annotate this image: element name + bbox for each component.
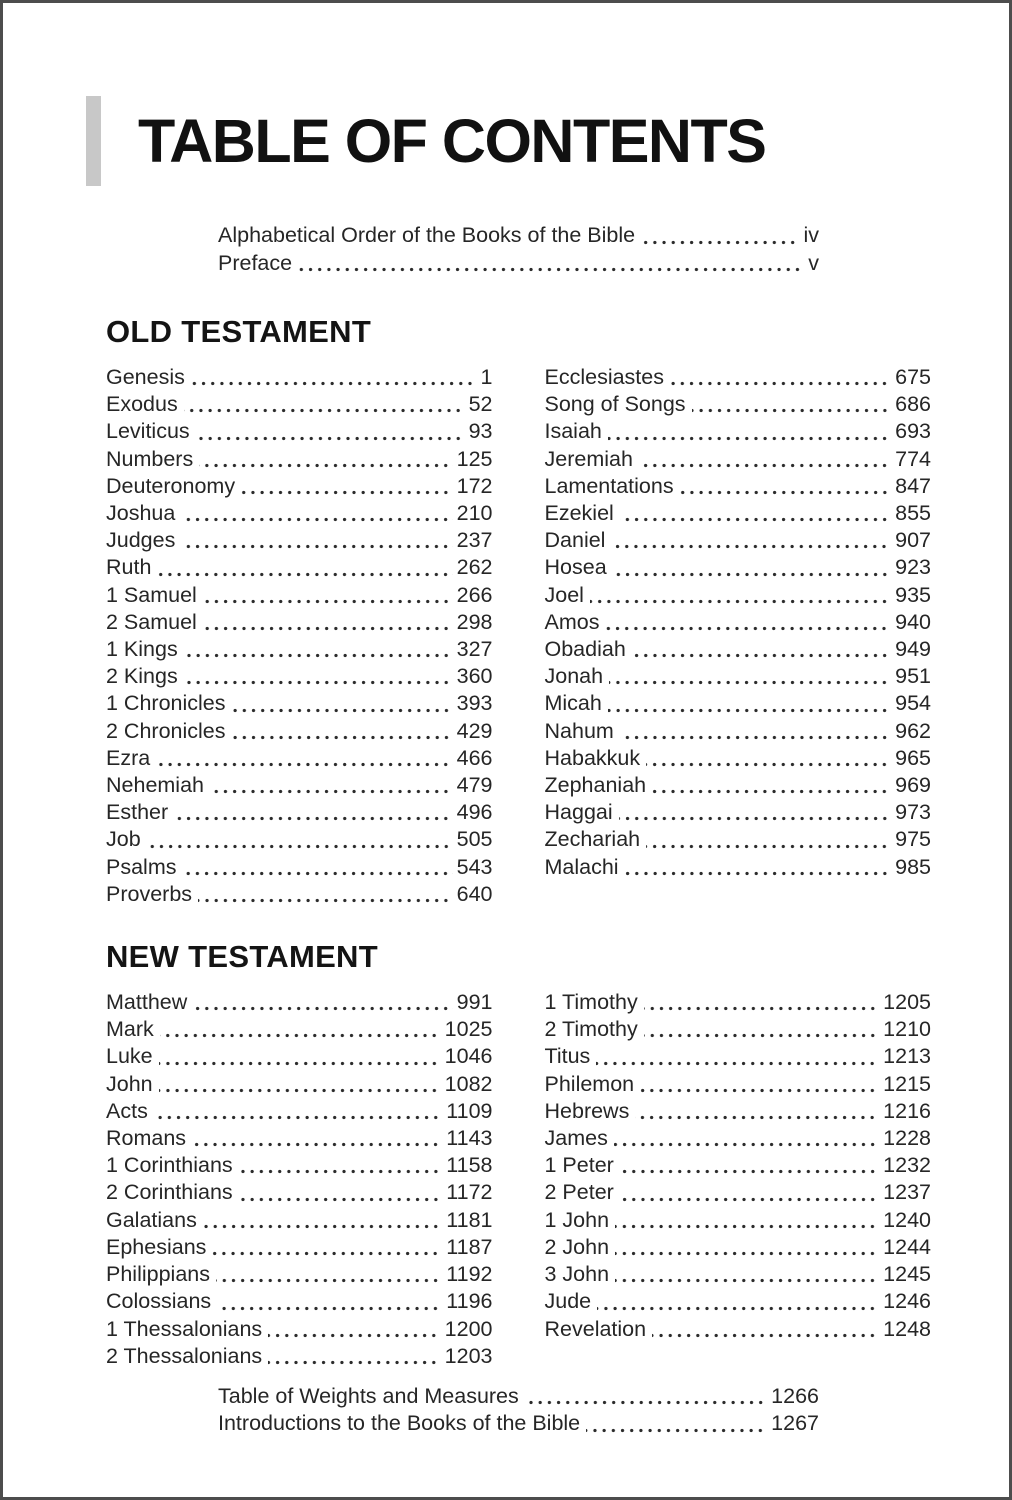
leader-dots [586, 1428, 767, 1433]
toc-entry [545, 1316, 932, 1343]
toc-entry [545, 418, 932, 445]
toc-entry-label: Lamentations [544, 473, 674, 498]
toc-entry-label: Titus [544, 1044, 591, 1069]
toc-entry-label: James [544, 1126, 608, 1151]
leader-dots [596, 1061, 879, 1066]
toc-entry-label: Ephesians [106, 1234, 207, 1259]
title-accent-bar [86, 96, 101, 186]
toc-entry-label: Ezra [106, 745, 151, 770]
toc-entry-page: 93 [468, 419, 493, 444]
toc-entry [545, 989, 932, 1016]
toc-entry-label: Romans [106, 1126, 187, 1151]
toc-entry-label: Table of Weights and Measures [218, 1383, 519, 1408]
leader-dots [196, 436, 465, 441]
toc-entry-label: Nahum [544, 718, 614, 743]
toc-entry-label: 2 Timothy [544, 1017, 638, 1042]
toc-entry-page: 1210 [883, 1017, 931, 1042]
leader-dots [641, 240, 799, 245]
toc-entry [106, 418, 493, 445]
toc-entry [106, 745, 493, 772]
leader-dots [184, 408, 465, 413]
leader-dots [203, 626, 453, 631]
toc-entry-page: 1196 [446, 1289, 493, 1314]
toc-entry [218, 1410, 819, 1438]
toc-entry-page: 125 [456, 446, 493, 471]
toc-entry [106, 799, 493, 826]
leader-dots [216, 1278, 442, 1283]
old-testament-column-2 [545, 364, 932, 908]
toc-entry-label: 2 Peter [544, 1180, 614, 1205]
leader-dots [635, 1115, 879, 1120]
title-row [86, 96, 929, 186]
toc-entry-page: 1025 [444, 1017, 493, 1042]
toc-entry-page: 1158 [446, 1153, 493, 1178]
toc-entry-page: 1237 [883, 1180, 931, 1205]
leader-dots [597, 1306, 879, 1311]
toc-entry-label: Zephaniah [544, 773, 647, 798]
leader-dots [615, 1224, 879, 1229]
toc-entry-label: Exodus [106, 392, 178, 417]
leader-dots [212, 1251, 442, 1256]
toc-entry-page: 1245 [883, 1262, 931, 1287]
toc-entry-page: 266 [456, 582, 493, 607]
leader-dots [625, 871, 892, 876]
toc-entry-page: 965 [895, 745, 931, 770]
toc-entry-page: 298 [456, 609, 493, 634]
toc-entry-label: Job [106, 827, 141, 852]
leader-dots [632, 653, 891, 658]
toc-entry-page: 973 [895, 800, 931, 825]
toc-entry [106, 1071, 493, 1098]
toc-entry-label: Colossians [106, 1289, 212, 1314]
toc-entry [545, 745, 932, 772]
toc-entry-page: 1046 [444, 1044, 493, 1069]
toc-entry-page: 237 [456, 528, 493, 553]
toc-entry-page: 774 [895, 446, 931, 471]
toc-entry-page: 1109 [446, 1098, 493, 1123]
old-testament-column-1 [106, 364, 493, 908]
leader-dots [184, 680, 453, 685]
toc-entry-page: 505 [456, 827, 493, 852]
toc-entry-label: 1 John [544, 1207, 610, 1232]
toc-entry-label: Obadiah [544, 637, 626, 662]
toc-entry-page: 393 [456, 691, 493, 716]
toc-entry-page: 640 [456, 881, 493, 906]
leader-dots [181, 517, 452, 522]
toc-entry-page: 985 [895, 854, 931, 879]
toc-entry [106, 1316, 493, 1343]
front-matter-list [218, 222, 819, 277]
leader-dots [232, 708, 453, 713]
leader-dots [652, 1333, 879, 1338]
toc-entry-label: Acts [106, 1098, 148, 1123]
toc-entry [106, 1288, 493, 1315]
toc-entry [545, 1152, 932, 1179]
toc-entry-page: 962 [895, 718, 931, 743]
leader-dots [644, 1033, 879, 1038]
toc-entry-page: 907 [895, 528, 931, 553]
toc-entry [106, 391, 493, 418]
leader-dots [154, 1115, 442, 1120]
toc-entry [218, 250, 819, 278]
toc-entry-label: Joel [544, 582, 584, 607]
toc-entry-label: Deuteronomy [106, 473, 236, 498]
toc-entry-page: 1267 [771, 1411, 819, 1436]
toc-entry-label: Daniel [544, 528, 606, 553]
toc-entry-label: Luke [106, 1044, 153, 1069]
toc-entry-page: 429 [456, 718, 493, 743]
toc-entry-label: Mark [106, 1017, 154, 1042]
toc-entry-page: 1205 [883, 990, 931, 1015]
toc-entry-page: 975 [895, 827, 931, 852]
leader-dots [646, 844, 891, 849]
leader-dots [620, 1197, 879, 1202]
new-testament-columns [106, 989, 931, 1370]
leader-dots [644, 1006, 879, 1011]
toc-entry-label: Alphabetical Order of the Books of the Bible [218, 223, 636, 247]
toc-entry-label: Jeremiah [544, 446, 633, 471]
toc-entry [106, 690, 493, 717]
leader-dots [615, 1278, 879, 1283]
toc-entry-page: 52 [468, 392, 493, 417]
toc-entry-page: 693 [895, 419, 931, 444]
toc-entry [545, 554, 932, 581]
toc-entry-page: 172 [456, 473, 493, 498]
toc-entry [106, 364, 493, 391]
toc-entry-label: 2 Chronicles [106, 718, 226, 743]
toc-entry [106, 554, 493, 581]
toc-entry-label: Song of Songs [544, 392, 686, 417]
section-heading-old-testament: OLD TESTAMENT [106, 314, 372, 349]
toc-entry-label: Leviticus [106, 419, 190, 444]
leader-dots [609, 680, 891, 685]
leader-dots [184, 653, 453, 658]
leader-dots [210, 789, 453, 794]
toc-entry-label: Preface [218, 250, 293, 275]
leader-dots [193, 1006, 452, 1011]
toc-entry [106, 609, 493, 636]
toc-entry [545, 1071, 932, 1098]
leader-dots [608, 436, 891, 441]
toc-entry-page: 1181 [446, 1207, 493, 1232]
toc-entry-page: 940 [895, 609, 931, 634]
toc-entry-label: 1 Samuel [106, 582, 197, 607]
toc-entry-label: Amos [544, 609, 600, 634]
leader-dots [525, 1400, 767, 1405]
leader-dots [159, 1088, 441, 1093]
leader-dots [156, 762, 452, 767]
toc-entry-label: Nehemiah [106, 773, 204, 798]
leader-dots [239, 1169, 443, 1174]
toc-entry-label: 1 Thessalonians [106, 1316, 263, 1341]
leader-dots [619, 816, 891, 821]
toc-entry-page: 1240 [883, 1207, 931, 1232]
leader-dots [611, 544, 891, 549]
new-testament-column-2 [545, 989, 932, 1370]
toc-entry [106, 1343, 493, 1370]
toc-entry-page: iv [803, 223, 819, 247]
toc-entry [106, 1261, 493, 1288]
toc-entry-page: 1143 [446, 1126, 493, 1151]
leader-dots [239, 1197, 443, 1202]
toc-entry-label: 1 Kings [106, 637, 178, 662]
toc-entry-page: 543 [456, 854, 493, 879]
toc-entry-page: 1266 [771, 1383, 819, 1408]
toc-entry [545, 663, 932, 690]
toc-entry [545, 1125, 932, 1152]
toc-entry [545, 1098, 932, 1125]
leader-dots [203, 599, 453, 604]
toc-entry [545, 854, 932, 881]
toc-entry [106, 989, 493, 1016]
toc-entry [106, 1043, 493, 1070]
toc-entry-label: 1 Peter [544, 1153, 614, 1178]
leader-dots [652, 789, 891, 794]
toc-entry-page: 855 [895, 501, 931, 526]
toc-entry [545, 690, 932, 717]
toc-entry-label: Ecclesiastes [544, 365, 664, 389]
toc-entry [106, 446, 493, 473]
toc-entry-page: 1216 [883, 1098, 931, 1123]
toc-entry [545, 1261, 932, 1288]
toc-entry [545, 1207, 932, 1234]
leader-dots [692, 408, 892, 413]
toc-entry [545, 826, 932, 853]
toc-entry [545, 772, 932, 799]
toc-entry-page: 1192 [446, 1262, 493, 1287]
toc-entry-label: Esther [106, 800, 169, 825]
toc-entry-page: 954 [895, 691, 931, 716]
toc-entry-page: 675 [895, 365, 931, 389]
toc-entry-page: 1248 [883, 1316, 931, 1341]
toc-entry-label: 1 Timothy [544, 990, 638, 1015]
leader-dots [232, 735, 453, 740]
toc-entry-page: 686 [895, 392, 931, 417]
toc-entry [545, 1043, 932, 1070]
toc-entry-label: Galatians [106, 1207, 197, 1232]
toc-entry [545, 609, 932, 636]
toc-entry-page: 1215 [883, 1071, 931, 1096]
toc-entry-label: Habakkuk [544, 745, 641, 770]
old-testament-columns [106, 364, 931, 908]
leader-dots [670, 381, 891, 386]
toc-entry-label: 2 John [544, 1234, 610, 1259]
toc-entry-label: Introductions to the Books of the Bible [218, 1411, 581, 1436]
leader-dots [613, 572, 891, 577]
toc-entry-label: Numbers [106, 446, 194, 471]
toc-entry [106, 1207, 493, 1234]
toc-entry-page: 1 [480, 365, 493, 389]
toc-entry-page: 1172 [446, 1180, 493, 1205]
leader-dots [639, 463, 891, 468]
leader-dots [268, 1333, 440, 1338]
toc-entry-label: Jonah [544, 664, 604, 689]
leader-dots [191, 381, 477, 386]
toc-entry-label: Micah [544, 691, 602, 716]
toc-entry-page: 466 [456, 745, 493, 770]
toc-entry-label: Haggai [544, 800, 613, 825]
toc-entry [106, 881, 493, 908]
leader-dots [590, 599, 891, 604]
toc-entry-page: 969 [895, 773, 931, 798]
toc-entry-page: 1203 [444, 1343, 493, 1368]
toc-entry-label: Jude [544, 1289, 592, 1314]
leader-dots [620, 735, 891, 740]
toc-entry-label: Psalms [106, 854, 177, 879]
toc-entry-page: 847 [895, 473, 931, 498]
toc-entry [106, 1125, 493, 1152]
toc-entry [545, 473, 932, 500]
toc-entry-label: 2 Kings [106, 664, 178, 689]
toc-entry [545, 364, 932, 391]
toc-entry [106, 582, 493, 609]
leader-dots [614, 1142, 879, 1147]
toc-entry [106, 1098, 493, 1125]
leader-dots [620, 1169, 879, 1174]
toc-entry-label: Proverbs [106, 881, 193, 906]
leader-dots [157, 572, 452, 577]
leader-dots [203, 1224, 442, 1229]
toc-entry-label: 2 Samuel [106, 609, 197, 634]
leader-dots [174, 816, 452, 821]
toc-entry-page: 1082 [444, 1071, 493, 1096]
toc-entry [545, 527, 932, 554]
page-title: TABLE OF CONTENTS [138, 107, 766, 175]
toc-entry [106, 718, 493, 745]
toc-entry-label: Revelation [544, 1316, 647, 1341]
toc-entry-page: 951 [895, 664, 931, 689]
toc-entry [218, 222, 819, 250]
toc-entry [545, 582, 932, 609]
toc-entry [106, 636, 493, 663]
toc-entry [106, 772, 493, 799]
leader-dots [646, 762, 891, 767]
toc-entry [545, 1234, 932, 1261]
leader-dots [620, 517, 891, 522]
new-testament-column-1 [106, 989, 493, 1370]
leader-dots [159, 1061, 441, 1066]
toc-entry [545, 391, 932, 418]
toc-entry-label: Judges [106, 528, 176, 553]
toc-entry-page: 496 [456, 800, 493, 825]
toc-entry [106, 1016, 493, 1043]
toc-entry [545, 718, 932, 745]
toc-entry-label: 2 Thessalonians [106, 1343, 263, 1368]
toc-entry-page: 327 [456, 637, 493, 662]
toc-entry-page: 1228 [883, 1126, 931, 1151]
toc-entry-page: 1232 [883, 1153, 931, 1178]
toc-entry-label: Zechariah [544, 827, 641, 852]
toc-entry-label: Philemon [544, 1071, 635, 1096]
toc-entry-page: 923 [895, 555, 931, 580]
leader-dots [680, 490, 892, 495]
toc-entry [106, 1152, 493, 1179]
section-heading-new-testament: NEW TESTAMENT [106, 939, 378, 975]
leader-dots [640, 1088, 879, 1093]
toc-entry-label: 1 Corinthians [106, 1153, 233, 1178]
toc-entry [545, 1179, 932, 1206]
leader-dots [199, 463, 452, 468]
toc-entry [545, 636, 932, 663]
leader-dots [192, 1142, 442, 1147]
toc-entry-label: 1 Chronicles [106, 691, 226, 716]
leader-dots [147, 844, 453, 849]
toc-entry [106, 663, 493, 690]
toc-entry-label: Philippians [106, 1262, 210, 1287]
toc-entry-label: Malachi [544, 854, 619, 879]
leader-dots [605, 626, 891, 631]
toc-entry-label: Hebrews [544, 1098, 630, 1123]
toc-entry [106, 500, 493, 527]
toc-entry-page: v [808, 250, 819, 275]
toc-entry-page: 262 [456, 555, 493, 580]
toc-entry-page: 1200 [444, 1316, 493, 1341]
toc-entry-label: Isaiah [544, 419, 602, 444]
toc-entry [545, 500, 932, 527]
toc-entry [106, 854, 493, 881]
toc-entry [106, 1234, 493, 1261]
toc-entry [545, 799, 932, 826]
toc-entry-label: Genesis [106, 365, 185, 389]
toc-entry-page: 479 [456, 773, 493, 798]
leader-dots [182, 871, 452, 876]
toc-entry-label: Ruth [106, 555, 152, 580]
leader-dots [241, 490, 453, 495]
leader-dots [608, 708, 891, 713]
toc-entry-page: 360 [456, 664, 493, 689]
toc-entry-label: 2 Corinthians [106, 1180, 233, 1205]
leader-dots [217, 1306, 442, 1311]
toc-entry-label: 3 John [544, 1262, 610, 1287]
toc-entry-label: Matthew [106, 990, 188, 1015]
leader-dots [181, 544, 452, 549]
toc-entry-page: 991 [456, 990, 493, 1015]
leader-dots [198, 898, 453, 903]
toc-entry-label: Hosea [544, 555, 607, 580]
toc-entry [106, 473, 493, 500]
toc-entry [106, 1179, 493, 1206]
leader-dots [268, 1360, 440, 1365]
toc-entry-page: 1187 [446, 1234, 493, 1259]
leader-dots [160, 1033, 441, 1038]
back-matter-list [218, 1383, 819, 1438]
leader-dots [298, 267, 804, 272]
toc-entry-label: John [106, 1071, 153, 1096]
toc-entry [106, 527, 493, 554]
toc-entry [545, 1288, 932, 1315]
leader-dots [615, 1251, 879, 1256]
toc-entry [545, 446, 932, 473]
toc-entry-label: Joshua [106, 501, 176, 526]
toc-entry-page: 935 [895, 582, 931, 607]
toc-entry-page: 1244 [883, 1234, 931, 1259]
toc-entry [218, 1383, 819, 1411]
toc-entry [106, 826, 493, 853]
toc-entry-page: 949 [895, 637, 931, 662]
toc-entry-page: 1246 [883, 1289, 931, 1314]
toc-entry-page: 210 [456, 501, 493, 526]
toc-entry-page: 1213 [883, 1044, 931, 1069]
toc-entry-label: Ezekiel [544, 501, 614, 526]
toc-entry [545, 1016, 932, 1043]
